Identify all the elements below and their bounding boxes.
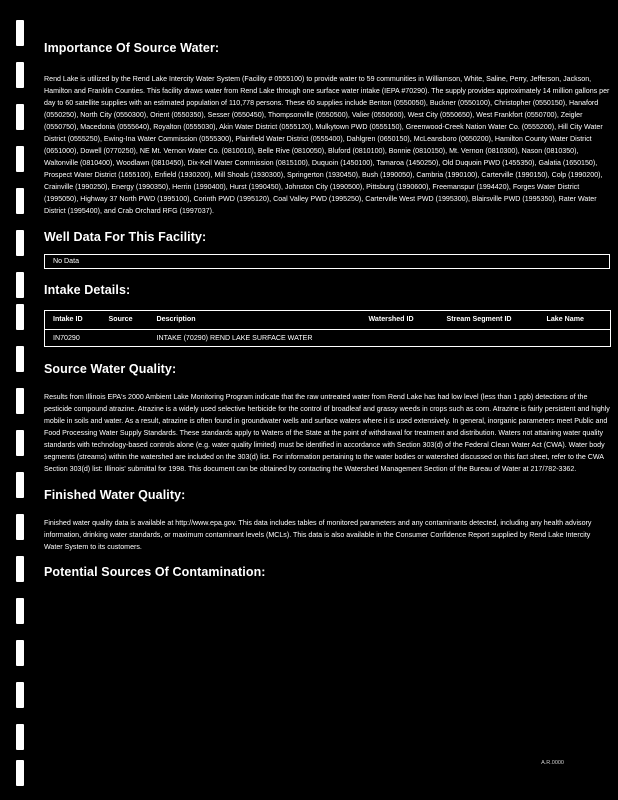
source-water-quality-text: Results from Illinois EPA's 2000 Ambient Lake Monitoring Program indicate that the raw untreated water from Rend Lake has had low level (less than 1 ppb) detections of the pesticide compound atrazine. Atrazine is a widely used selective herbicide for the control of broadleaf and grassy weeds in crops such as corn. Atrazine is fairly persistent and highly mobile in soils and water. As a result, atrazine is often found in groundwater wells and surface waters where it is used extensively. In general, inorganic parameters meet Public and Food Processing Water Supply Standards. These standards apply to Waters of the State at the point of withdrawal for treatment and distribution. Waters not attaining water quality standards with technology-based controls alone (e.g. water quality limited) must be identified in accordance with Section 303(d) of the Federal Clean Water Act (CWA). Water body segments (streams) within the watershed are included on the 303(d) list. For information pertaining to the water bodies or watershed discussed on this fact sheet, refer to the CWA Section 303(d) list: Illinois' submittal for 1998. This document can be obtained by contacting the Watershed Management Section of the Bureau of Water at 217/782-3362.	[44, 393, 610, 473]
binder-hole-mark	[16, 760, 24, 786]
table-cell: INTAKE (70290) REND LAKE SURFACE WATER	[156, 334, 313, 342]
well-data-value: No Data	[53, 257, 80, 265]
source-water-quality-heading: Source Water Quality:	[44, 362, 177, 376]
importance-text: Rend Lake is utilized by the Rend Lake Intercity Water System (Facility # 0555100) to provide water to 59 communities in Williamson, White, Saline, Perry, Jefferson, Jackson, Hamilton and Franklin Counties. This facility draws water from Rend Lake through one surface water intake (IEPA #70290). The supply provides approximately 14 million gallons per day to 60 satellite supplies with an estimated population of 110,778 persons. These 60 supplies include Benton (0550050), Buckner (0550100), Christopher (0550150), Hanaford (0550250), North City (0550300), Orient (0550350), Sesser (0550450), Thompsonville (0550500), Valier (0550600), West City (0550650), West Frankfort (0550700), Zeigler (0550750), Macedonia (0555640), Royalton (0555030), Akin Water District (0555120), Mulkytown PWD (0555150), Greenwood-Creek Nation Water Co. (0555200), Hill City Water District (0555250), Ewing-Ina Water Commission (0555300), Plainfield Water District (0555400), Dahlgren (0650150), McLeansboro (0650200), Hamilton County Water District (0651000), Dowell (0770250), NE Mt. Vernon Water Co. (0810010), Belle Rive (0810050), Bluford (0810100), Bonnie (0810150), Mt. Vernon (0810300), Nason (0810350), Waltonville (0810400), Woodlawn (0810450), Dix-Kell Water Commission (0815100), Duquoin (1450100), Tamaroa (1450250), Old Duquoin PWD (1455350), Galatia (1650150), Prospect Water District (1655100), Enfield (1930200), Mill Shoals (1930300), Springerton (1930450), Bush (1990050), Cambria (1990100), Carterville (1990150), Colp (1990200), Crainville (1990250), Energy (1990350), Herrin (1990400), Hurst (1990450), Johnston City (1990500), Pittsburg (1990600), Freemanspur (1994420), Forges Water District (1995050), Highway 37 North PWD (1995100), Corinth PWD (1995120), Coal Valley PWD (1995250), Carterville West PWD (1995300), Blairsville PWD (1995350), Rater Water District (1995400), and Crab Orchard RFG (1997037).	[44, 75, 610, 215]
document-body	[44, 38, 610, 579]
table-cell	[439, 330, 539, 347]
table-cell	[539, 330, 611, 347]
table-header-row	[45, 311, 611, 330]
binder-hole-mark	[16, 104, 24, 130]
finished-water-quality-text: Finished water quality data is available at http://www.epa.gov. This data includes tables of monitored parameters and any contaminants detected, including any health advisory information, drinking water standards, or maximum contaminant levels (MCLs). This data is also available in the Consumer Confidence Report supplied by Rend Lake Intercity Water System to its customers.	[44, 519, 592, 551]
column-header: Lake Name	[539, 311, 611, 330]
binder-hole-mark	[16, 62, 24, 88]
column-header	[321, 311, 361, 330]
well-data-box	[44, 254, 610, 269]
binder-hole-mark	[16, 514, 24, 540]
binder-hole-mark	[16, 304, 24, 330]
binder-hole-mark	[16, 188, 24, 214]
binder-hole-mark	[16, 272, 24, 298]
column-header: Intake ID	[45, 311, 101, 330]
binder-hole-mark	[16, 20, 24, 46]
binder-hole-mark	[16, 556, 24, 582]
table-cell	[321, 330, 361, 347]
importance-heading: Importance Of Source Water:	[44, 41, 220, 55]
column-header: Description	[149, 311, 321, 330]
table-cell: IN70290	[53, 334, 80, 342]
table-cell	[101, 330, 149, 347]
contamination-sources-heading: Potential Sources Of Contamination:	[44, 565, 266, 579]
page-code: A.R.0000	[541, 760, 564, 766]
table-cell	[361, 330, 439, 347]
finished-water-quality-heading: Finished Water Quality:	[44, 488, 186, 502]
binder-hole-mark	[16, 230, 24, 256]
binder-hole-mark	[16, 598, 24, 624]
column-header: Stream Segment ID	[439, 311, 539, 330]
binder-hole-mark	[16, 146, 24, 172]
binder-hole-mark	[16, 724, 24, 750]
binder-hole-mark	[16, 472, 24, 498]
binder-hole-mark	[16, 346, 24, 372]
column-header: Watershed ID	[361, 311, 439, 330]
binder-hole-mark	[16, 640, 24, 666]
binder-hole-mark	[16, 682, 24, 708]
intake-table	[44, 310, 611, 347]
intake-details-heading: Intake Details:	[44, 283, 131, 297]
binder-hole-mark	[16, 388, 24, 414]
column-header: Source	[101, 311, 149, 330]
well-data-heading: Well Data For This Facility:	[44, 230, 207, 244]
table-row	[45, 330, 611, 347]
binder-hole-mark	[16, 430, 24, 456]
